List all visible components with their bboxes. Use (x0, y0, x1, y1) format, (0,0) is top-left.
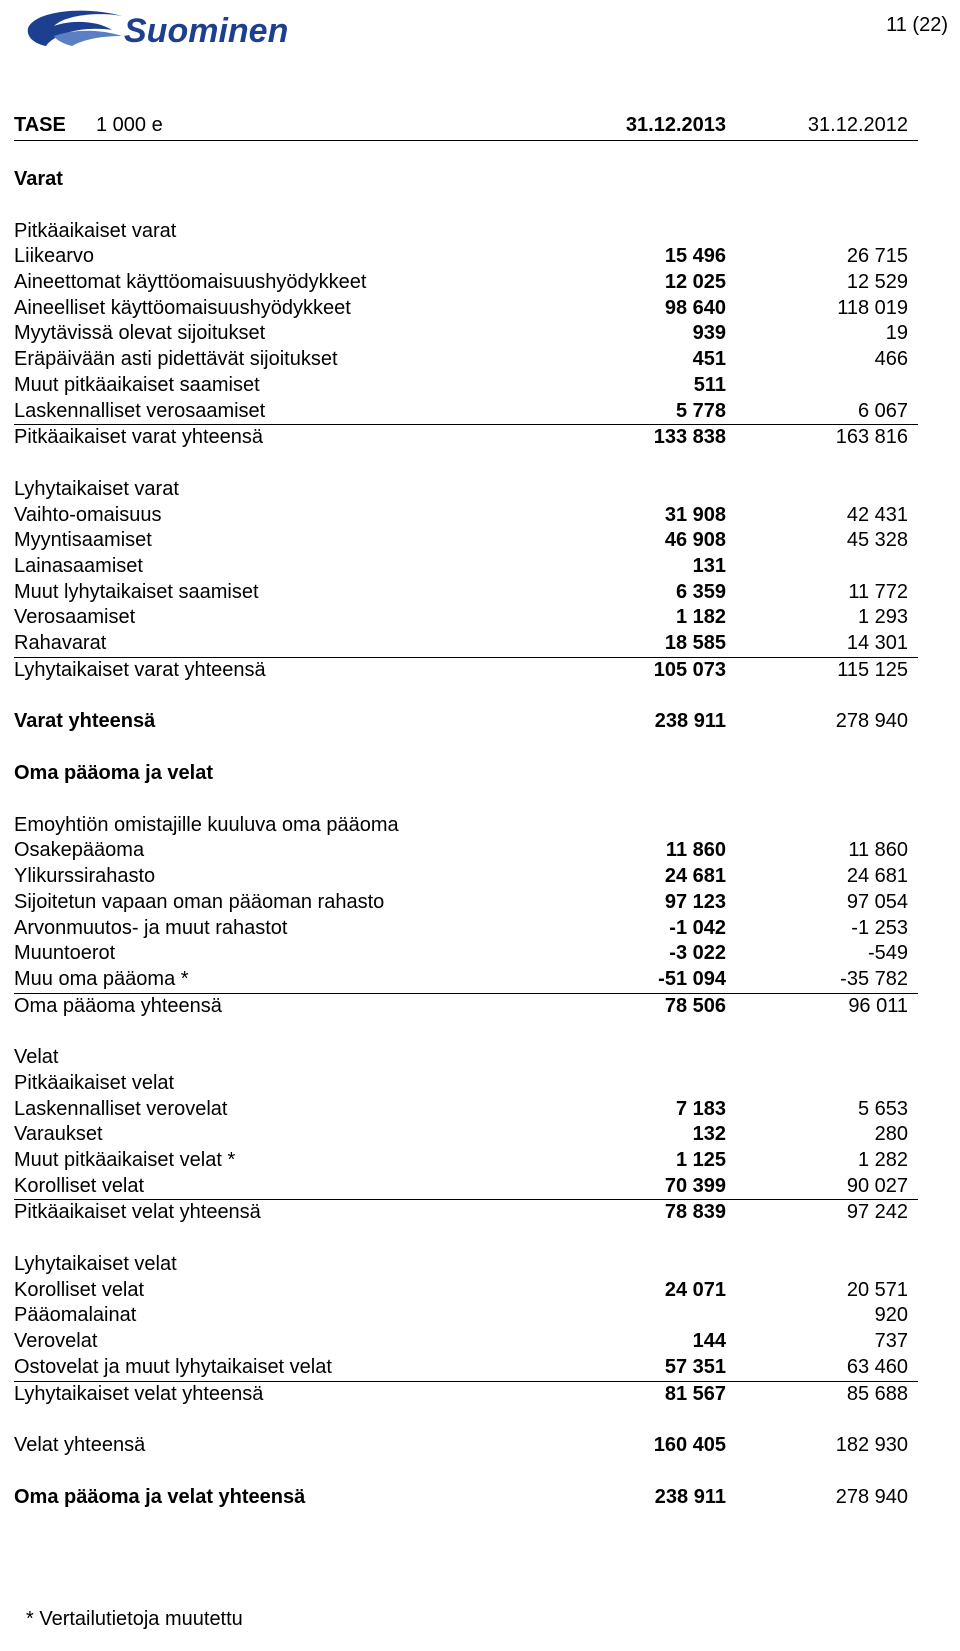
row-label: Liikearvo (14, 245, 95, 268)
table-row (14, 1355, 918, 1381)
row-label: Varat yhteensä (14, 710, 156, 733)
row-label: Pääomalainat (14, 1304, 137, 1327)
value-2012: 14 301 (846, 632, 908, 654)
table-row (14, 554, 918, 580)
value-2012: 85 688 (846, 1382, 908, 1405)
row-label: Muut pitkäaikaiset saamiset (14, 373, 260, 396)
value-2013: 6 359 (675, 580, 726, 603)
table-row (14, 1252, 918, 1278)
value-2013: 131 (692, 554, 726, 577)
table-row (14, 373, 918, 399)
row-label: Muuntoerot (14, 942, 116, 965)
value-2012: 920 (874, 1304, 908, 1327)
row-label: Muut pitkäaikaiset velat * (14, 1149, 236, 1171)
table-row (14, 321, 918, 347)
value-2012: -549 (867, 942, 908, 965)
row-label: Ylikurssirahasto (14, 865, 156, 888)
row-label: Muu oma pääoma * (14, 967, 189, 990)
value-2013: -1 042 (669, 916, 726, 939)
row-label: Laskennalliset verovelat (14, 1097, 228, 1120)
value-2013: 97 123 (664, 890, 726, 913)
value-2012: 97 242 (846, 1201, 908, 1224)
footnote: * Vertailutietoja muutettu (26, 1608, 243, 1630)
row-label: Osakepääoma (14, 839, 145, 862)
logo-swoosh-icon (26, 6, 346, 56)
column-header-2013: 31.12.2013 (625, 114, 726, 136)
row-label: Korolliset velat (14, 1278, 145, 1301)
row-spacer (14, 451, 918, 477)
row-spacer (14, 1407, 918, 1433)
value-2013: 15 496 (664, 245, 726, 268)
value-2012: 11 860 (848, 839, 908, 862)
value-2013: 11 860 (665, 839, 726, 862)
value-2013: -51 094 (658, 967, 726, 990)
page-number: 11 (22) (886, 14, 948, 36)
row-label: Eräpäivään asti pidettävät sijoitukset (14, 348, 338, 371)
value-2012: 118 019 (837, 296, 908, 319)
row-label: Laskennalliset verosaamiset (14, 399, 266, 422)
value-2012: 97 054 (846, 890, 908, 913)
value-2013: 81 567 (664, 1382, 726, 1405)
value-2013: 12 025 (664, 271, 726, 294)
value-2013: 46 908 (664, 529, 726, 552)
value-2012: 12 529 (846, 271, 908, 294)
table-row (14, 167, 918, 193)
table-row (14, 1485, 918, 1511)
logo-wordmark: Suominen (124, 12, 289, 50)
row-label: Myytävissä olevat sijoitukset (14, 322, 266, 345)
table-row (14, 1045, 918, 1071)
table-title: TASE (14, 114, 66, 136)
table-row (14, 916, 918, 942)
row-label: Verovelat (14, 1330, 98, 1353)
value-2013: 70 399 (664, 1174, 726, 1197)
value-2012: 1 293 (857, 606, 908, 629)
value-2012: 280 (874, 1123, 908, 1146)
row-label: Oma pääoma ja velat (14, 762, 213, 785)
table-row (14, 477, 918, 503)
row-label: Myyntisaamiset (14, 529, 152, 552)
value-2012: 45 328 (846, 529, 908, 552)
value-2013: 24 071 (664, 1278, 726, 1301)
row-label: Varaukset (14, 1123, 103, 1146)
value-2012: 20 571 (846, 1278, 908, 1301)
row-label: Velat yhteensä (14, 1434, 146, 1457)
value-2012: 1 282 (857, 1149, 908, 1171)
row-label: Ostovelat ja muut lyhytaikaiset velat (14, 1355, 332, 1378)
value-2012: 115 125 (837, 658, 908, 681)
row-label: Muut lyhytaikaiset saamiset (14, 580, 259, 603)
value-2013: 78 839 (664, 1201, 726, 1224)
value-2012: 466 (874, 348, 908, 371)
value-2013: 7 183 (675, 1097, 726, 1120)
table-header (14, 110, 918, 141)
table-row (14, 1097, 918, 1123)
value-2013: 451 (692, 348, 726, 371)
value-2013: 57 351 (664, 1355, 726, 1378)
value-2012: 278 940 (835, 1485, 908, 1508)
value-2012: 96 011 (848, 994, 908, 1017)
row-label: Pitkäaikaiset velat (14, 1071, 175, 1094)
value-2013: 24 681 (664, 865, 726, 888)
value-2012: 278 940 (835, 710, 908, 733)
row-label: Lyhytaikaiset velat yhteensä (14, 1382, 264, 1405)
table-row (14, 1278, 918, 1304)
row-label: Arvonmuutos- ja muut rahastot (14, 916, 288, 939)
value-2012: 19 (885, 322, 908, 345)
table-row (14, 1174, 918, 1200)
value-2013: 5 778 (675, 399, 726, 422)
value-2012: 737 (874, 1330, 908, 1353)
value-2012: 26 715 (846, 245, 908, 268)
table-row (14, 244, 918, 270)
row-spacer (14, 735, 918, 761)
table-row (14, 1148, 918, 1174)
row-label: Varat (14, 168, 63, 190)
row-label: Aineettomat käyttöomaisuushyödykkeet (14, 271, 367, 294)
table-row (14, 709, 918, 735)
value-2013: 160 405 (653, 1434, 726, 1457)
table-row (14, 296, 918, 322)
row-label: Rahavarat (14, 632, 107, 654)
row-label: Lyhytaikaiset varat (14, 477, 179, 500)
value-2012: 63 460 (846, 1355, 908, 1378)
table-row (14, 631, 918, 657)
value-2013: 98 640 (664, 296, 726, 319)
row-spacer (14, 1459, 918, 1485)
table-row (14, 503, 918, 529)
table-row (14, 890, 918, 916)
value-2013: 132 (692, 1123, 726, 1146)
table-row (14, 580, 918, 606)
row-label: Verosaamiset (14, 606, 136, 629)
value-2012: 24 681 (846, 865, 908, 888)
table-row (14, 761, 918, 787)
row-spacer (14, 787, 918, 813)
page-header (0, 0, 960, 70)
row-spacer (14, 1226, 918, 1252)
row-label: Lyhytaikaiset varat yhteensä (14, 658, 266, 681)
table-row (14, 1329, 918, 1355)
table-row (14, 424, 918, 451)
value-2013: 939 (692, 322, 726, 345)
row-label: Oma pääoma ja velat yhteensä (14, 1485, 306, 1508)
value-2013: 133 838 (653, 426, 726, 449)
table-row (14, 993, 918, 1020)
value-2013: 78 506 (664, 994, 726, 1017)
table-row (14, 605, 918, 631)
table-row (14, 941, 918, 967)
table-row (14, 1433, 918, 1459)
table-row (14, 219, 918, 245)
table-row (14, 1303, 918, 1329)
table-row (14, 967, 918, 993)
value-2013: 1 125 (675, 1149, 726, 1171)
value-2013: 238 911 (654, 710, 726, 733)
row-spacer (14, 141, 918, 167)
value-2013: 238 911 (654, 1485, 726, 1508)
table-row (14, 1381, 918, 1408)
row-spacer (14, 193, 918, 219)
table-unit: 1 000 e (96, 114, 163, 136)
value-2012: 90 027 (846, 1174, 908, 1197)
row-label: Velat (14, 1046, 59, 1069)
column-header-2012: 31.12.2012 (807, 114, 908, 136)
row-label: Pitkäaikaiset varat (14, 219, 177, 242)
value-2012: 5 653 (857, 1097, 908, 1120)
value-2012: -1 253 (851, 916, 908, 939)
table-row (14, 1071, 918, 1097)
row-label: Emoyhtiön omistajille kuuluva oma pääoma (14, 813, 399, 836)
row-label: Oma pääoma yhteensä (14, 994, 222, 1017)
table-row (14, 528, 918, 554)
table-row (14, 1122, 918, 1148)
value-2012: 11 772 (848, 580, 908, 603)
row-label: Korolliset velat (14, 1174, 145, 1197)
table-row (14, 813, 918, 839)
value-2013: -3 022 (669, 942, 726, 965)
company-logo (26, 6, 346, 56)
row-label: Vaihto-omaisuus (14, 503, 162, 526)
value-2013: 31 908 (664, 503, 726, 526)
value-2013: 1 182 (675, 606, 726, 629)
table-row (14, 838, 918, 864)
value-2012: -35 782 (840, 967, 908, 990)
value-2012: 42 431 (846, 503, 908, 526)
table-row (14, 864, 918, 890)
row-label: Aineelliset käyttöomaisuushyödykkeet (14, 296, 351, 319)
value-2012: 6 067 (857, 399, 908, 422)
table-row (14, 399, 918, 425)
table-row (14, 347, 918, 373)
row-spacer (14, 683, 918, 709)
row-label: Lainasaamiset (14, 554, 143, 577)
balance-sheet-table (14, 110, 918, 1511)
row-label: Lyhytaikaiset velat (14, 1253, 177, 1276)
value-2013: 511 (693, 373, 726, 396)
row-spacer (14, 1019, 918, 1045)
row-label: Pitkäaikaiset varat yhteensä (14, 426, 264, 449)
value-2012: 182 930 (835, 1434, 908, 1457)
row-label: Sijoitetun vapaan oman pääoman rahasto (14, 890, 385, 913)
value-2012: 163 816 (835, 426, 908, 449)
table-row (14, 270, 918, 296)
value-2013: 105 073 (653, 658, 726, 681)
table-row (14, 1199, 918, 1226)
value-2013: 144 (692, 1330, 726, 1353)
row-label: Pitkäaikaiset velat yhteensä (14, 1201, 261, 1224)
value-2013: 18 585 (664, 632, 726, 654)
table-row (14, 657, 918, 684)
